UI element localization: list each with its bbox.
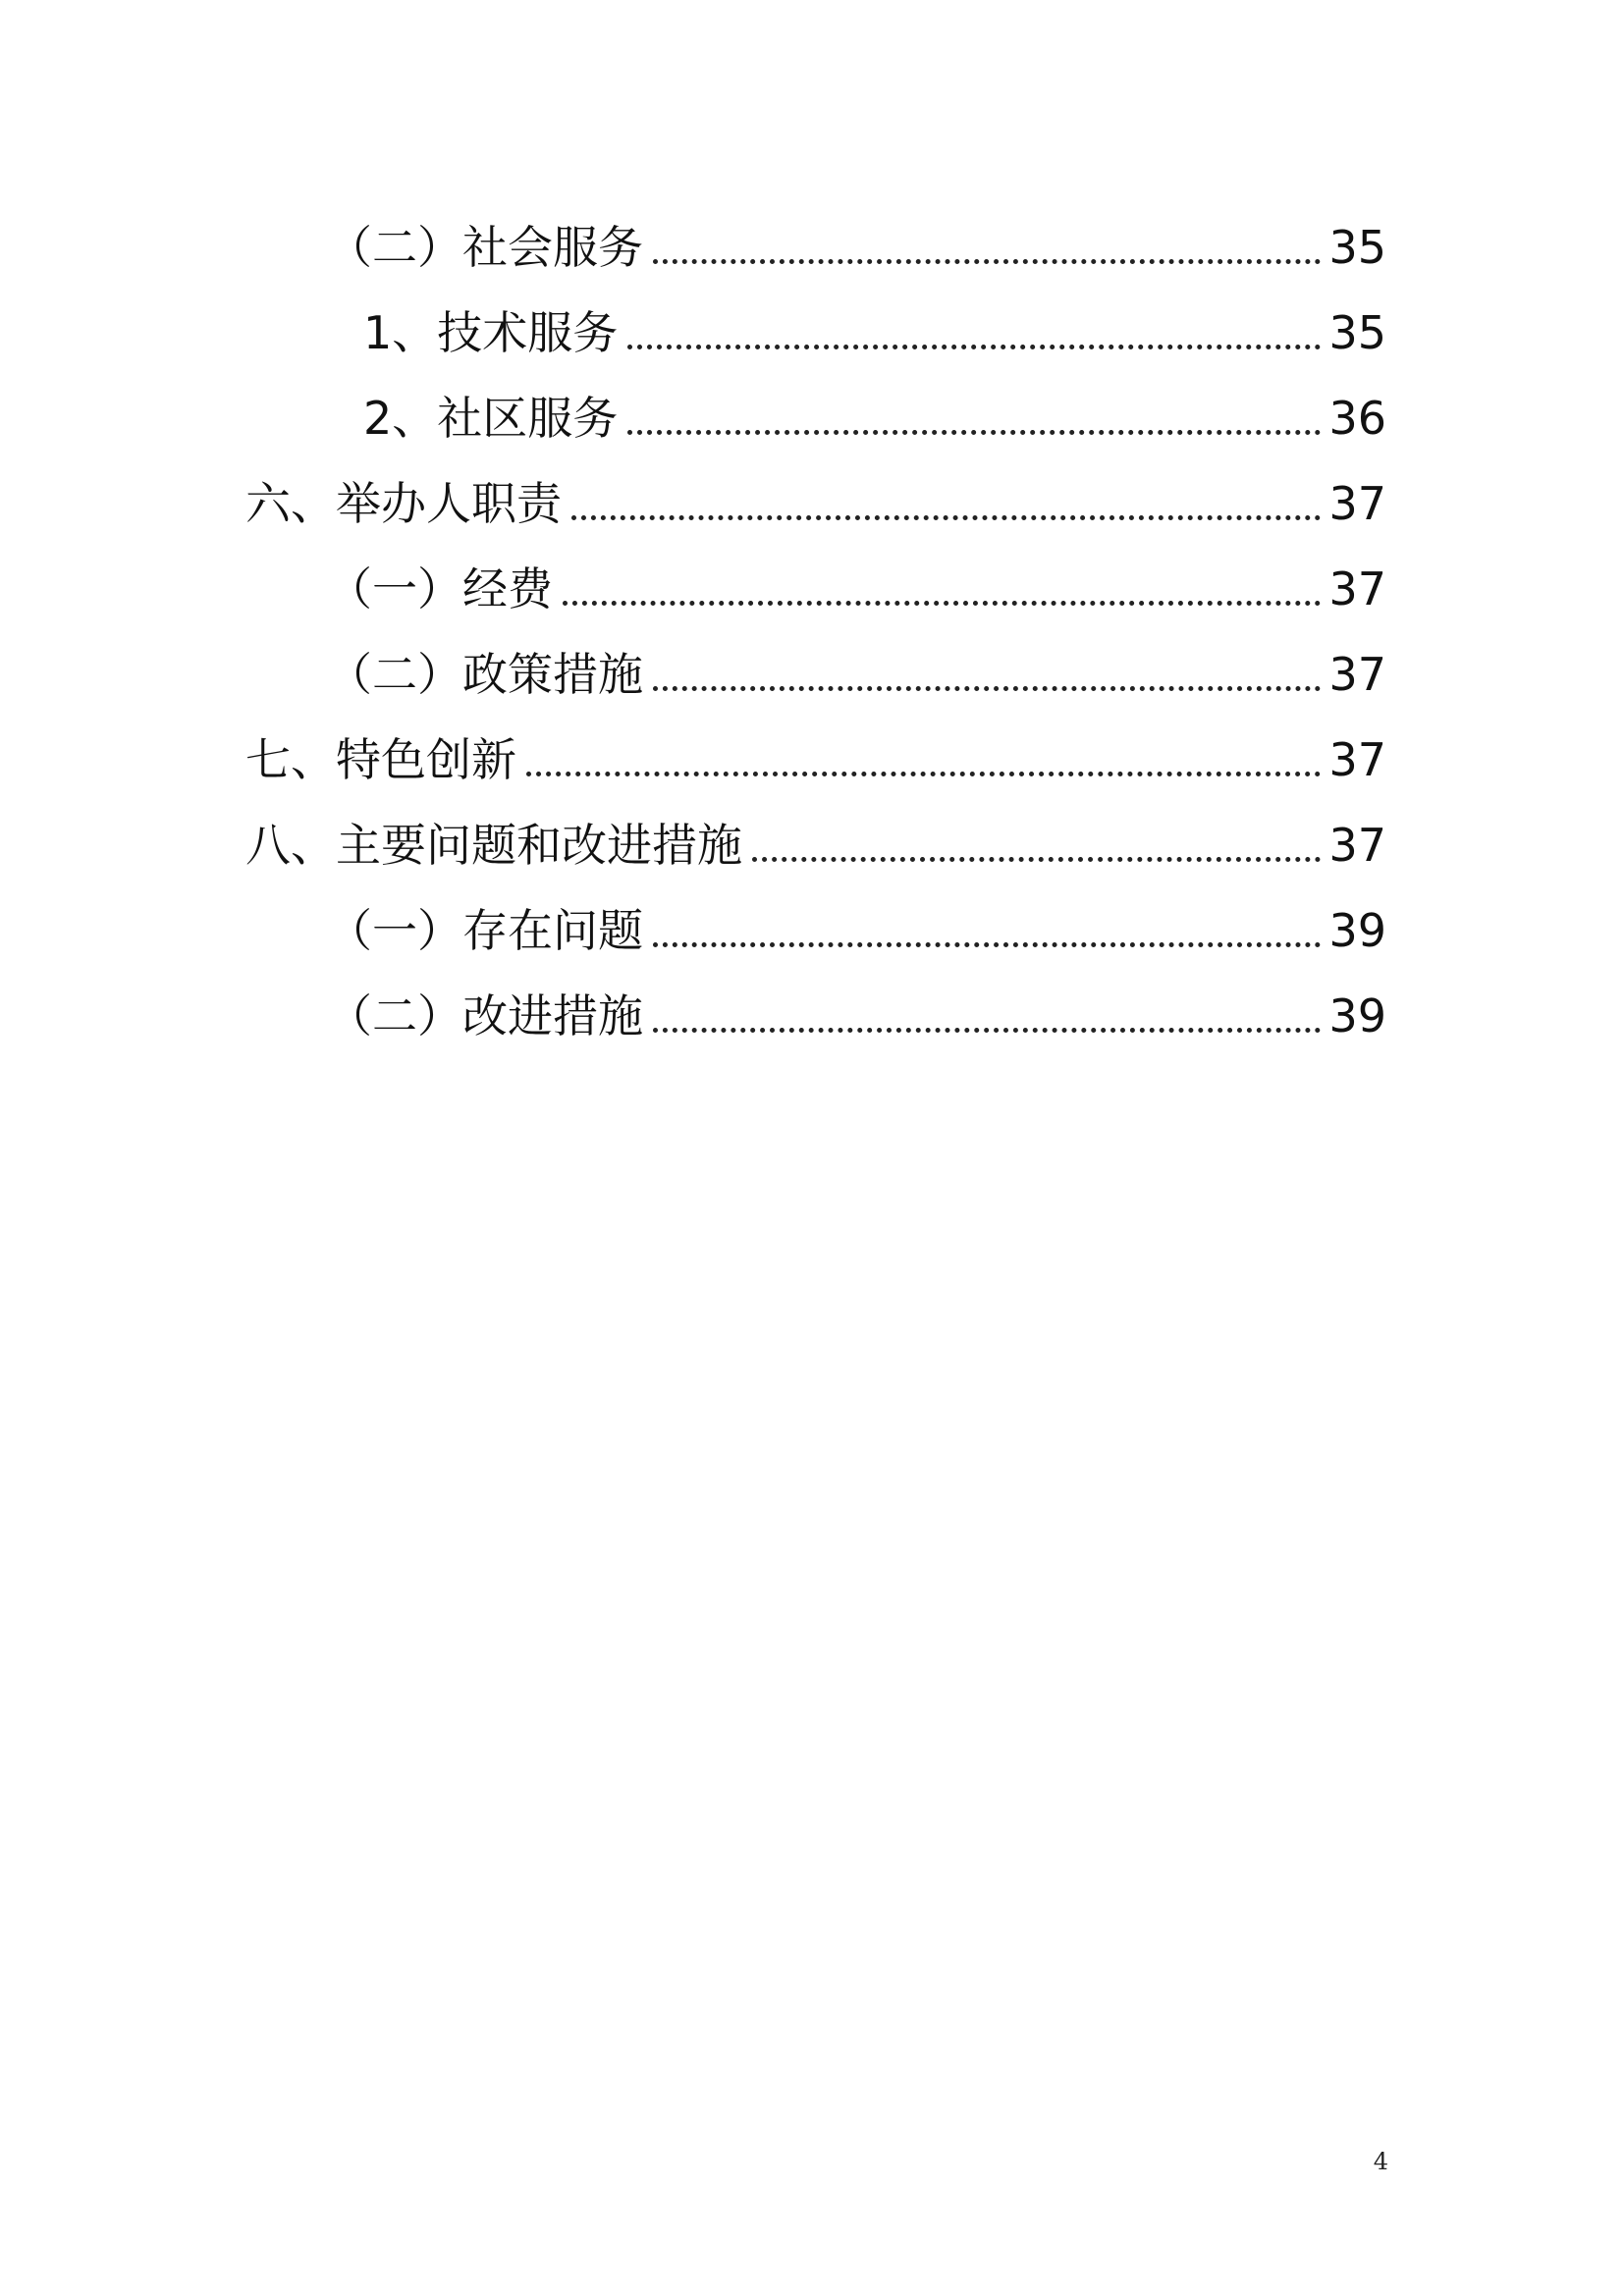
- dot-leader: [571, 515, 1321, 520]
- dot-leader: [627, 345, 1321, 349]
- toc-entry-label: 八、主要问题和改进措施: [245, 819, 742, 872]
- toc-entry-label: 六、举办人职责: [245, 477, 562, 530]
- dot-leader: [627, 430, 1321, 435]
- dot-leader: [752, 857, 1321, 862]
- toc-entry[interactable]: [327, 884, 1386, 957]
- toc-entry-label: （二）社会服务: [327, 221, 643, 274]
- dot-leader: [653, 259, 1321, 264]
- dot-leader: [526, 772, 1321, 776]
- toc-entry-page: 37: [1328, 733, 1386, 786]
- toc-entry-label: （二）政策措施: [327, 648, 643, 701]
- toc-entry[interactable]: [327, 201, 1386, 274]
- toc-entry[interactable]: [327, 543, 1386, 615]
- toc-entry-page: 37: [1328, 477, 1386, 530]
- page-number: 4: [1373, 2148, 1388, 2175]
- toc-entry-label: （一）经费: [327, 562, 553, 615]
- toc-entry-page: 39: [1328, 904, 1386, 957]
- dot-leader: [653, 942, 1321, 947]
- toc-entry-label: 七、特色创新: [245, 733, 516, 786]
- toc-entry[interactable]: [245, 799, 1386, 872]
- toc-entry-page: 37: [1328, 819, 1386, 872]
- dot-leader: [563, 601, 1321, 606]
- toc-entry-page: 39: [1328, 989, 1386, 1042]
- toc-entry-label: （一）存在问题: [327, 904, 643, 957]
- toc-entry[interactable]: [245, 457, 1386, 530]
- toc-entry[interactable]: [327, 970, 1386, 1042]
- toc-entry-label: 1、技术服务: [363, 306, 619, 359]
- toc-entry-page: 35: [1328, 306, 1386, 359]
- toc-entry-page: 35: [1328, 221, 1386, 274]
- toc-entry-page: 37: [1328, 648, 1386, 701]
- toc-entry[interactable]: [363, 372, 1386, 445]
- toc-entry-page: 36: [1328, 392, 1386, 445]
- toc-entry-page: 37: [1328, 562, 1386, 615]
- toc-entry[interactable]: [363, 287, 1386, 359]
- toc-entry-label: （二）改进措施: [327, 989, 643, 1042]
- toc-entry-label: 2、社区服务: [363, 392, 619, 445]
- dot-leader: [653, 686, 1321, 691]
- dot-leader: [653, 1028, 1321, 1033]
- toc-entry[interactable]: [327, 628, 1386, 701]
- toc-entry[interactable]: [245, 714, 1386, 786]
